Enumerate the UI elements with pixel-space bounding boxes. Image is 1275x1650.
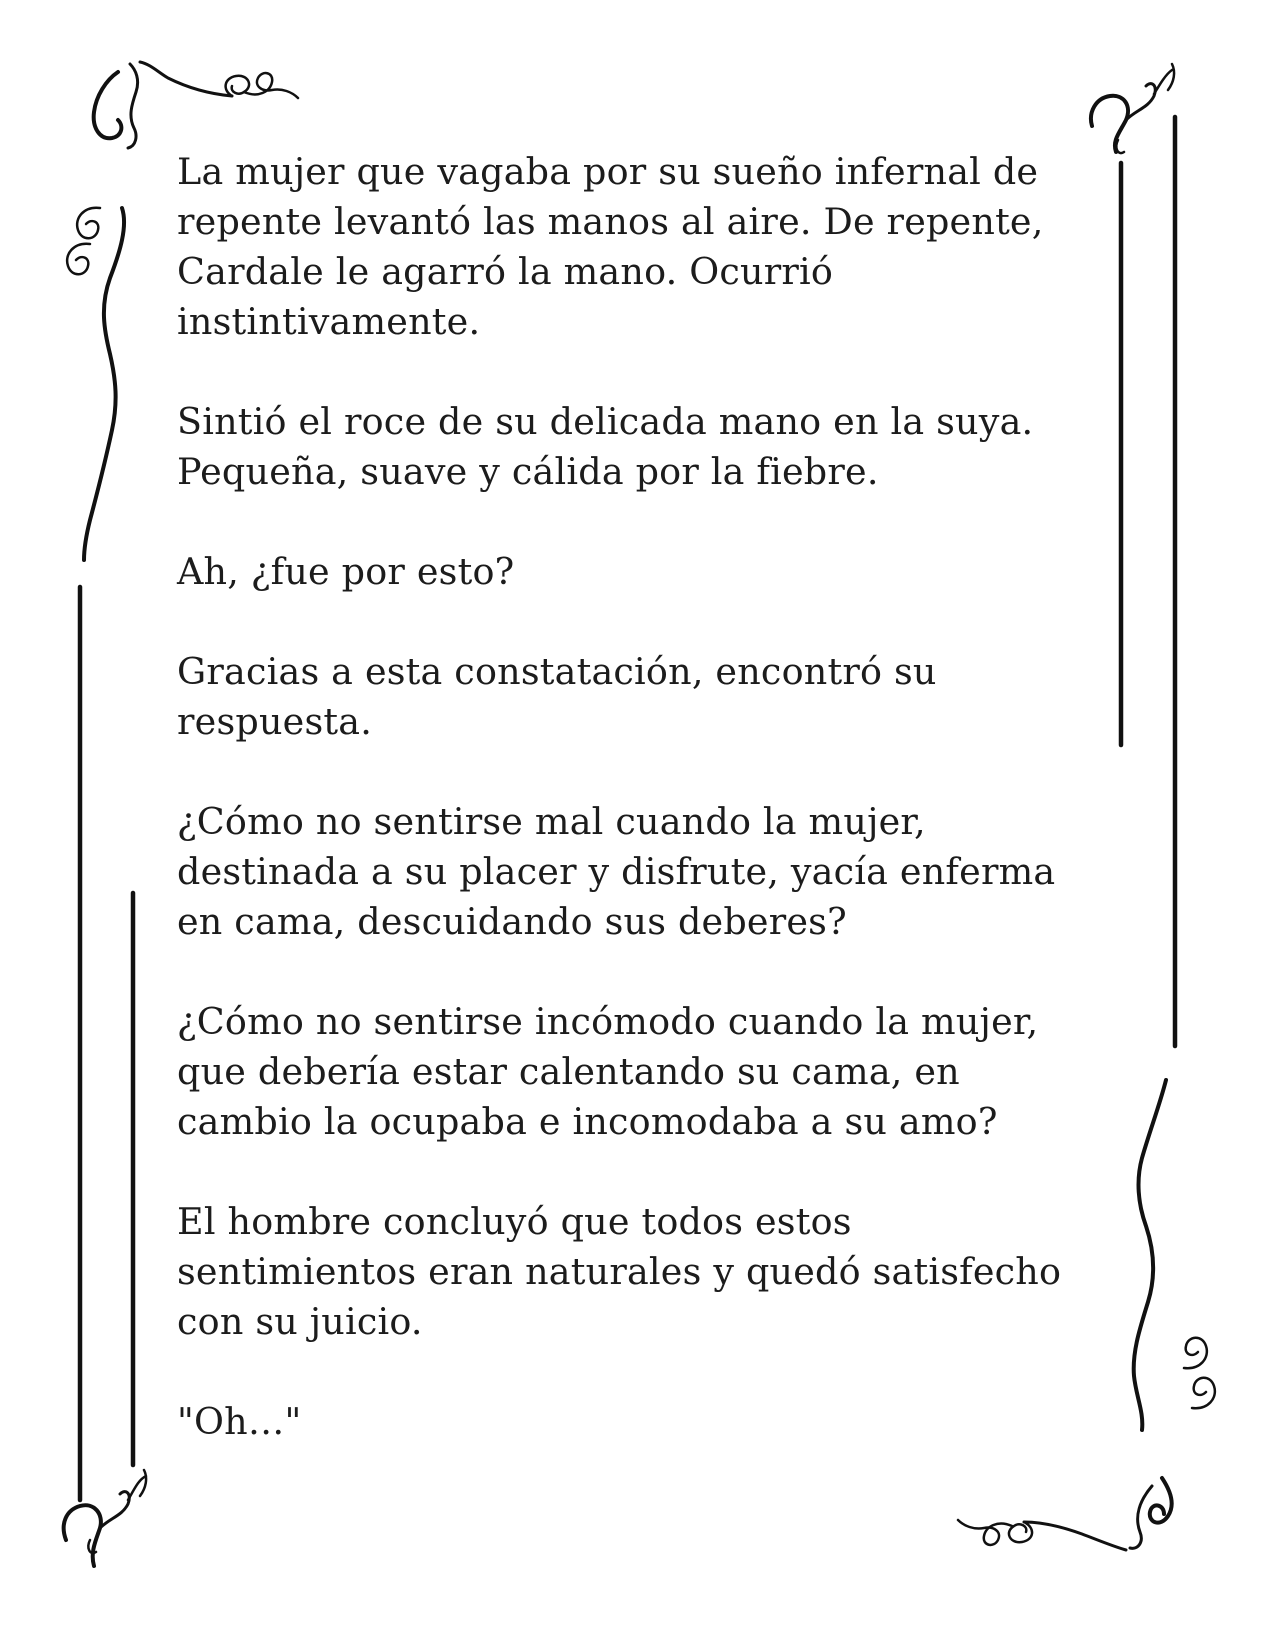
top-right-flourish: [1091, 64, 1174, 153]
paragraph: Sintió el roce de su delicada mano en la suya. Pequeña, suave y cálida por la fiebre.: [177, 400, 1034, 493]
paragraph: ¿Cómo no sentirse incómodo cuando la mujer, que debería estar calentando su cama, en cambio la ocupaba e incomodaba a su amo?: [177, 1000, 1039, 1143]
paragraph: Gracias a esta constatación, encontró su respuesta.: [177, 650, 937, 743]
paragraph: El hombre concluyó que todos estos sentimientos eran naturales y quedó satisfecho con su juicio.: [177, 1200, 1062, 1343]
paragraph: La mujer que vagaba por su sueño infernal de repente levantó las manos al aire. De repente, Cardale le agarró la mano. Ocurrió instintivamente.: [177, 150, 1044, 343]
paragraph: Ah, ¿fue por esto?: [177, 550, 515, 593]
paragraph: ¿Cómo no sentirse mal cuando la mujer, destinada a su placer y disfrute, yacía enferma en cama, descuidando sus deberes?: [177, 800, 1056, 943]
bottom-left-flourish: [64, 1470, 146, 1566]
paragraph: "Oh…": [177, 1400, 302, 1443]
page-body: [177, 147, 1097, 1447]
